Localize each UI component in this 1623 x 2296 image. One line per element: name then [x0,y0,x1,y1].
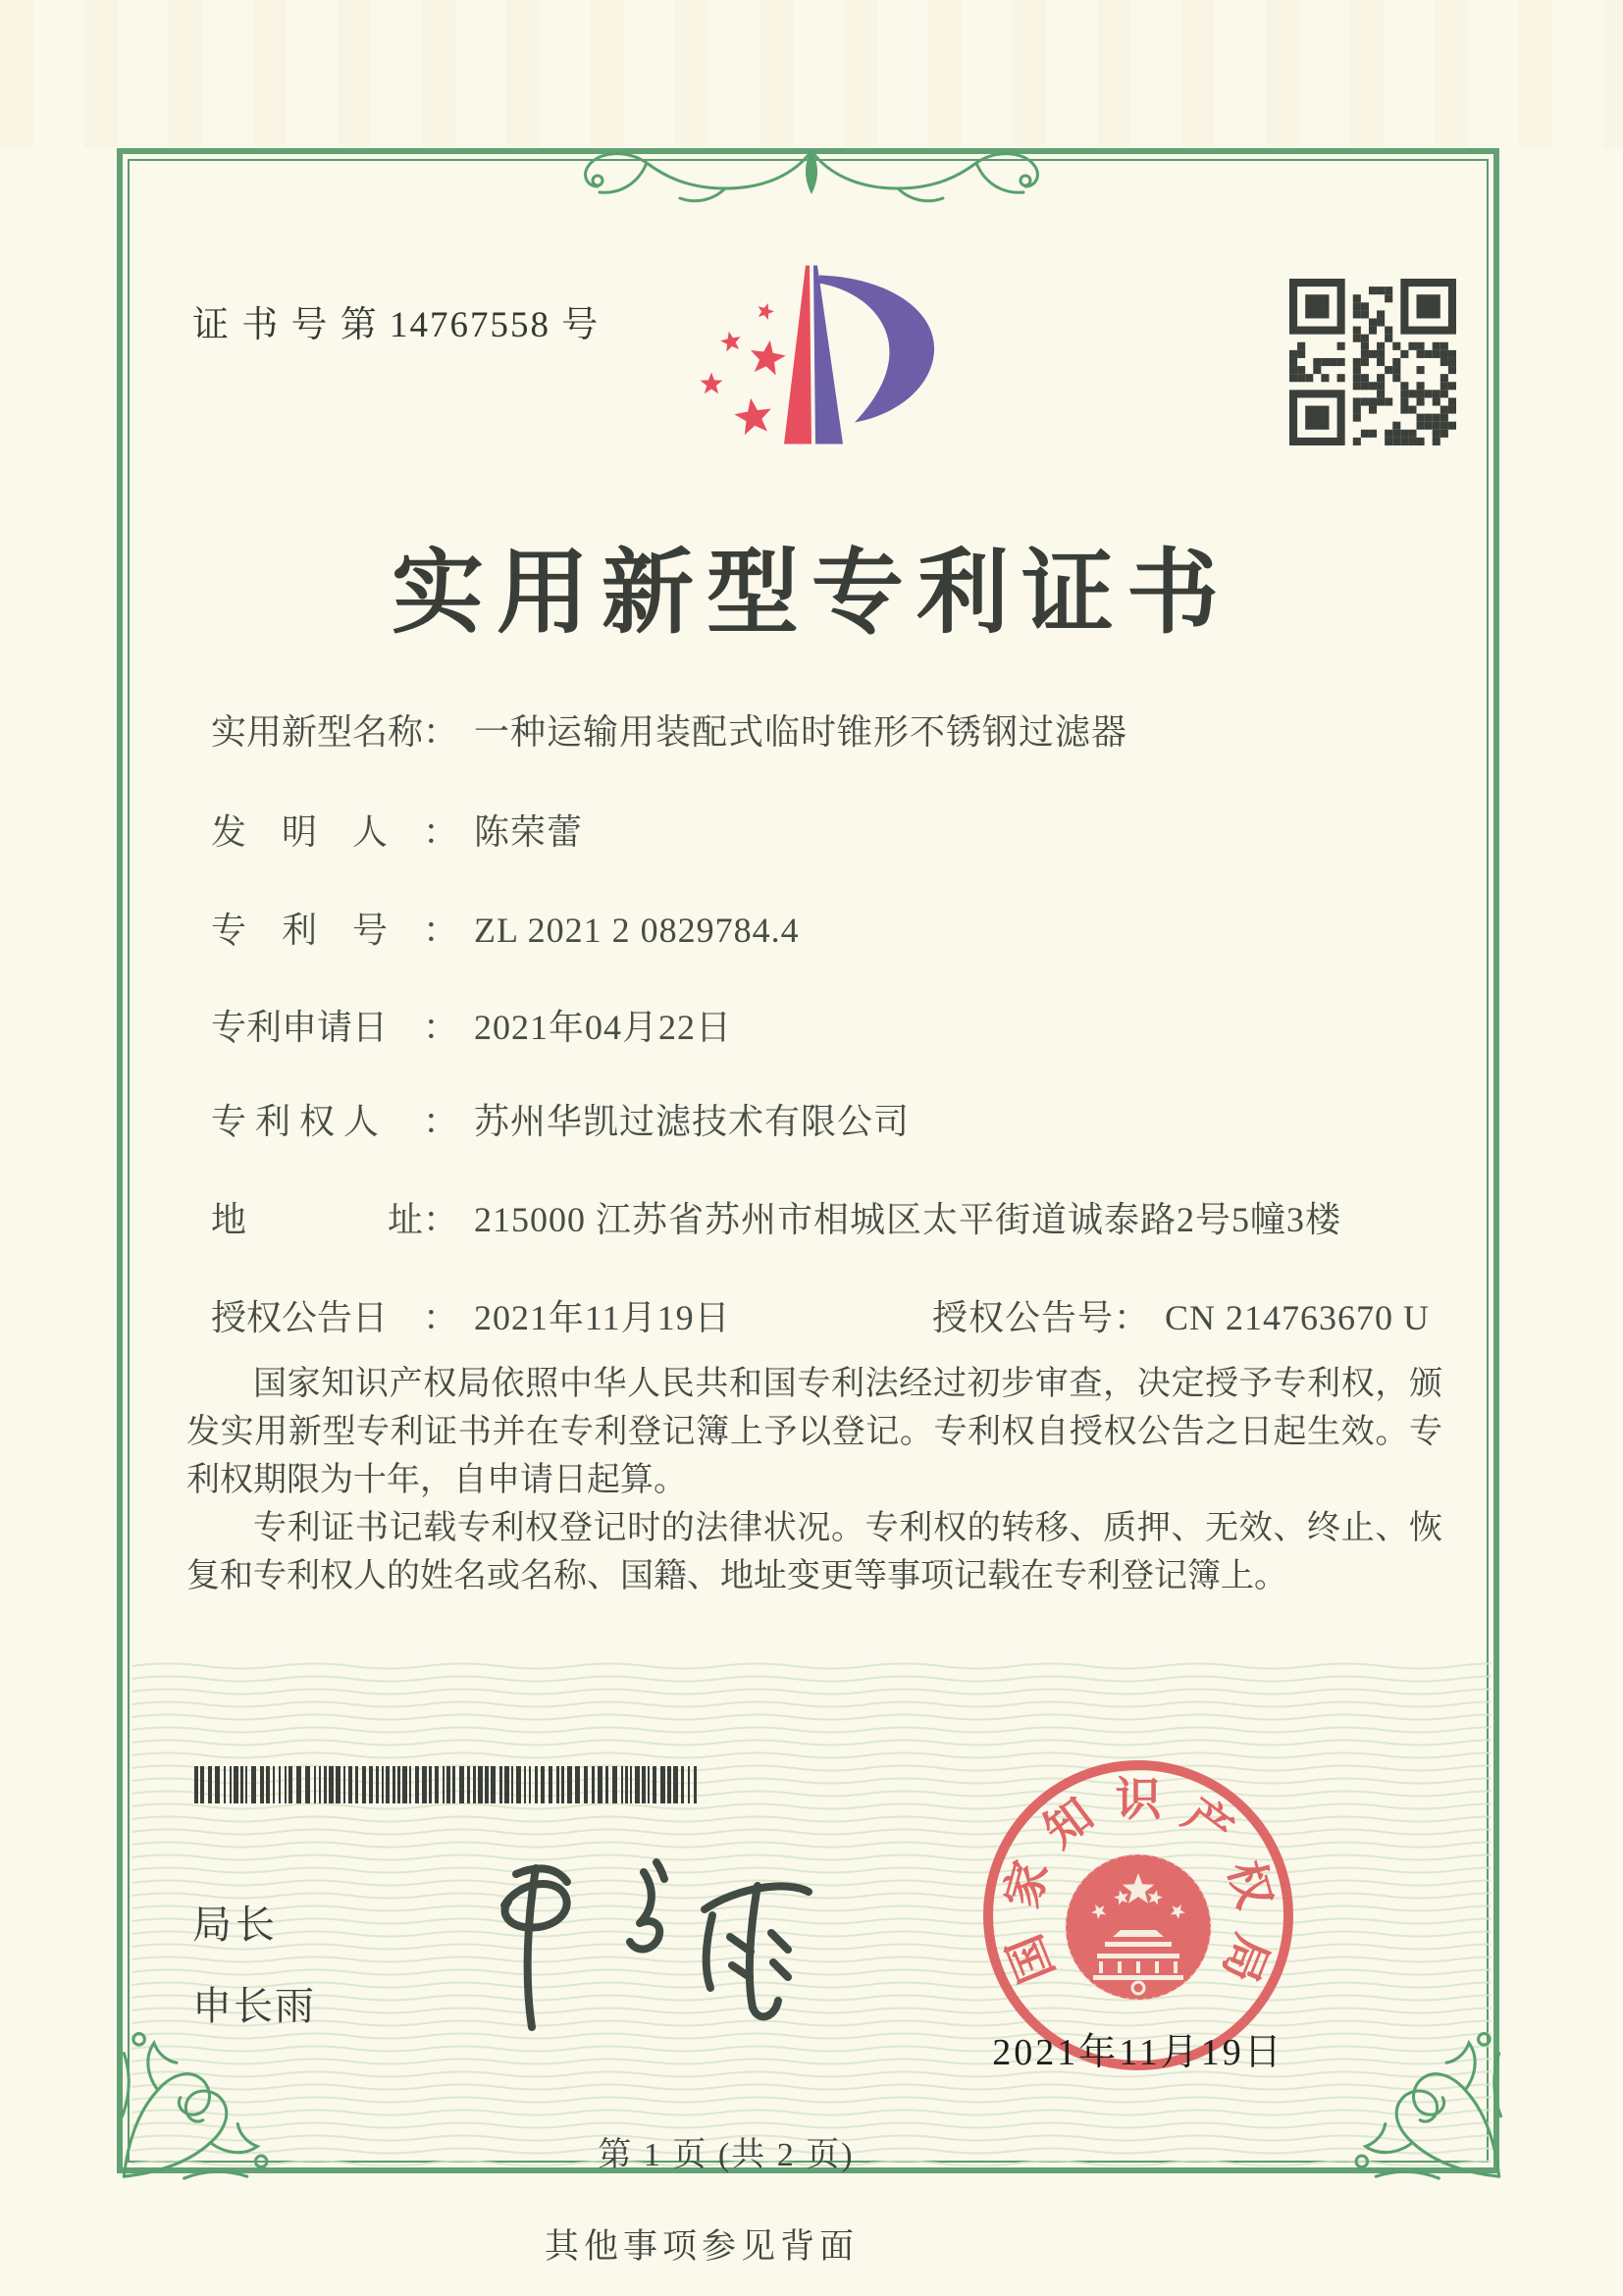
field-colon: ： [1114,1298,1150,1337]
svg-text:权: 权 [1218,1855,1281,1914]
field-value: 苏州华凯过滤技术有限公司 [474,1102,911,1141]
field-row-address [211,1192,1341,1242]
logo-red-spire [784,266,812,444]
svg-text:产: 产 [1173,1789,1241,1858]
svg-text:识: 识 [1115,1775,1162,1826]
field-colon: ： [423,1298,459,1337]
director-title: 局长 [192,1903,279,1947]
svg-text:国: 国 [999,1927,1065,1990]
logo-purple-spire [813,266,843,444]
legal-text [186,1360,1442,1600]
field-row-filing-date [211,1000,732,1050]
logo-stars [701,303,786,435]
field-label: 授权公告日 [211,1298,389,1337]
svg-text:局: 局 [1212,1927,1278,1990]
field-value: 陈荣蕾 [474,812,584,852]
patent-office-logo [687,253,1001,454]
field-row-patent-number [211,903,800,953]
svg-text:家: 家 [996,1855,1059,1914]
svg-text:知: 知 [1035,1789,1104,1858]
page-number: 第 1 页 (共 2 页) [598,2137,855,2173]
field-label: 发 明 人 [211,812,389,852]
field-colon: ： [423,1008,459,1047]
field-label: 地 址 [211,1200,424,1239]
field-row-utility-model-name [211,704,1127,755]
director-signature [459,1847,852,2048]
field-value: ZL 2021 2 0829784.4 [474,911,800,950]
field-colon: ： [423,1200,459,1239]
field-row-grant-number [932,1290,1430,1340]
field-colon: ： [423,911,459,950]
field-colon: ： [423,1102,459,1141]
qr-code [1289,279,1456,445]
legal-paragraph-1: 国家知识产权局依照中华人民共和国专利法经过初步审查，决定授予专利权，颁发实用新型专利证书并在专利登记簿上予以登记。专利权自授权公告之日起生效。专利权期限为十年，自申请日起算。 [186,1366,1442,1498]
field-row-inventor [211,805,583,855]
field-value: 215000 江苏省苏州市相城区太平街道诚泰路2号5幢3楼 [474,1200,1342,1239]
field-label: 授权公告号 [932,1298,1115,1337]
field-colon: ： [423,712,459,752]
director-name: 申长雨 [192,1984,316,2028]
field-colon: ： [423,812,459,852]
field-value: 一种运输用装配式临时锥形不锈钢过滤器 [474,712,1128,752]
field-label: 专 利 权 人 [211,1102,380,1141]
field-value: 2021年11月19日 [474,1298,731,1337]
field-value: CN 214763670 U [1165,1298,1431,1337]
field-label: 实用新型名称 [211,712,424,752]
field-row-grant-date [211,1290,1431,1340]
certificate-title: 实用新型专利证书 [391,543,1231,645]
corner-ornament-bottom-left [119,2002,300,2180]
legal-paragraph-2: 专利证书记载专利权登记时的法律状况。专利权的转移、质押、无效、终止、恢复和专利权人的姓名或名称、国籍、地址变更等事项记载在专利登记簿上。 [186,1510,1442,1594]
field-value: 2021年04月22日 [474,1008,733,1047]
back-side-note: 其他事项参见背面 [544,2227,859,2266]
field-label: 专利申请日 [211,1008,389,1047]
national-emblem [1066,1854,1211,2000]
field-label: 专 利 号 [211,911,389,950]
barcode [194,1766,700,1803]
field-row-patentee [211,1094,910,1144]
certificate-number: 证 书 号 第 14767558 号 [192,305,601,345]
corner-ornament-bottom-right [1323,2002,1504,2180]
seal-date: 2021年11月19日 [992,2032,1284,2073]
border-ornament-top [566,143,1057,206]
